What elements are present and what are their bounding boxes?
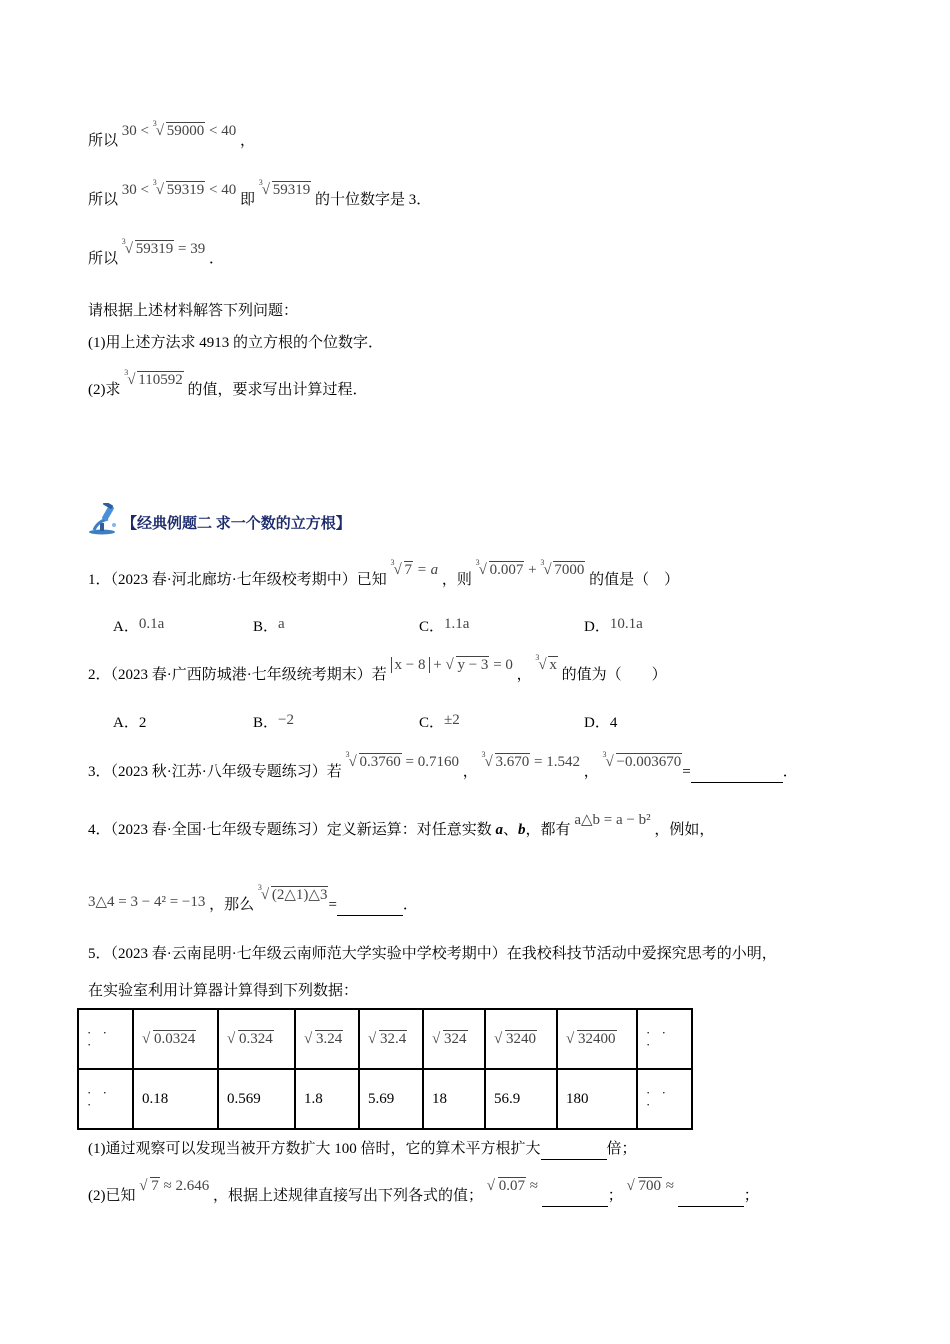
example-title: 【经典例题二 求一个数的立方根】 [122,516,351,532]
p2-option-a[interactable]: A．2 [113,715,147,731]
table-row [78,1069,692,1129]
problem-4-cont: 3△4 = 3 − 4² = −13 ，那么 3 √ (2△1)△3= ． [88,895,418,916]
material-q1: (1)用上述方法求 4913 的立方根的个位数字． [88,335,383,351]
table-cell: 56.9 [485,1069,557,1129]
table-cell: 0.18 [133,1069,218,1129]
problem-3: 3．（2023 秋·江苏·八年级专题练习）若 3 √ 0.3760 = 0.7160 ， 3 √ 3.670 = 1.542 ， 3 √ −0.003670= ． [88,762,798,783]
table-cell: 18 [423,1069,485,1129]
answer-blank[interactable] [337,895,403,916]
table-cell: 5.69 [359,1069,423,1129]
problem-4: 4．（2023 春·全国·七年级专题练习）定义新运算：对任意实数 a、b，都有 a△b = a − b² ，例如， [88,812,715,838]
math-expression: √ 7 ≈ 2.646 [139,1178,210,1194]
table-cell: √ 3240 [485,1009,557,1069]
table-cell: · · · [637,1069,692,1129]
p2-option-c[interactable]: C．±2 [419,712,460,731]
problem-5-q2: (2)已知 √ 7 ≈ 2.646 ，根据上述规律直接写出下列各式的值； √ 0.07 ≈ ； √ 700 ≈ ； [88,1186,759,1207]
math-expression: 3 √ (2△1)△3 [257,883,328,903]
math-expression: 3 √ 59319 = 39 [121,237,206,257]
math-expression: 30 < 3 √ 59319 < 40 [121,178,237,198]
answer-blank[interactable] [678,1186,744,1207]
table-cell: √ 0.324 [218,1009,295,1069]
table-cell: √ 0.0324 [133,1009,218,1069]
math-expression: 3 √ −0.003670 [602,750,682,770]
problem-2: 2．（2023 春·广西防城港·七年级统考期末）若 x − 8 + √ y − 3 = 0 ， 3 √ x 的值为（ ） [88,653,667,683]
data-table [77,1008,693,1130]
table-cell: 1.8 [295,1069,359,1129]
material-line-2: 所以 30 < 3 √ 59319 < 40 即 3 √ 59319 的十位数字是 3． [88,178,432,208]
math-expression: √ 700 ≈ [626,1178,674,1194]
math-expression: x − 8 + √ y − 3 = 0 [391,657,513,673]
problem-5-q1: (1)通过观察可以发现当被开方数扩大 100 倍时，它的算术平方根扩大 倍； [88,1139,637,1160]
math-expression: 3 √ 3.670 = 1.542 [481,750,580,770]
p1-option-b[interactable]: B．a [253,616,285,635]
microscope-icon [88,503,122,535]
math-expression: 30 < 3 √ 59000 < 40 [121,119,237,139]
answer-blank[interactable] [542,1186,608,1207]
table-cell: 180 [557,1069,637,1129]
math-expression: 3 √ 0.3760 = 0.7160 [345,750,459,770]
math-expression: 3 √ x [535,653,557,673]
table-cell: · · · [637,1009,692,1069]
table-cell: · · · [78,1009,133,1069]
table-cell: · · · [78,1069,133,1129]
table-row [78,1009,692,1069]
material-line-3: 所以 3 √ 59319 = 39 ． [88,237,224,267]
table-cell: √ 32.4 [359,1009,423,1069]
p1-option-d[interactable]: D．10.1a [584,616,643,635]
table-cell: √ 324 [423,1009,485,1069]
problem-5: 5．（2023 春·云南昆明·七年级云南师范大学实验中学校考期中）在我校科技节活动中爱探究思考的小明， [88,946,777,962]
math-expression: 3 √ 59319 [258,178,311,198]
material-ask: 请根据上述材料解答下列问题： [88,303,299,319]
math-expression: 3△4 = 3 − 4² = −13 [88,894,206,910]
material-q2: (2)求 3 √ 110592 的值，要求写出计算过程． [88,368,368,398]
problem-5-line2: 在实验室利用计算器计算得到下列数据： [88,983,359,999]
math-expression: 3 √ 7 = a [390,558,439,578]
math-expression: √ 0.07 ≈ [486,1178,538,1194]
table-cell: 0.569 [218,1069,295,1129]
p2-option-b[interactable]: B．−2 [253,712,294,731]
material-line-1: 所以 30 < 3 √ 59000 < 40 ， [88,119,255,149]
table-cell: √ 32400 [557,1009,637,1069]
answer-blank[interactable] [541,1139,607,1160]
problem-1: 1．（2023 春·河北廊坊·七年级校考期中）已知 3 √ 7 = a ，则 3 √ 0.007 + 3 √ 7000 的值是（ ） [88,558,680,588]
math-expression: a△b = a − b² [574,812,651,828]
math-expression: 3 √ 110592 [124,368,183,388]
math-expression: 3 √ 0.007 + 3 √ 7000 [475,558,585,578]
p2-option-d[interactable]: D．4 [584,715,618,731]
answer-blank[interactable] [691,762,783,783]
p1-option-a[interactable]: A．0.1a [113,616,165,635]
table-cell: √ 3.24 [295,1009,359,1069]
p1-option-c[interactable]: C．1.1a [419,616,470,635]
